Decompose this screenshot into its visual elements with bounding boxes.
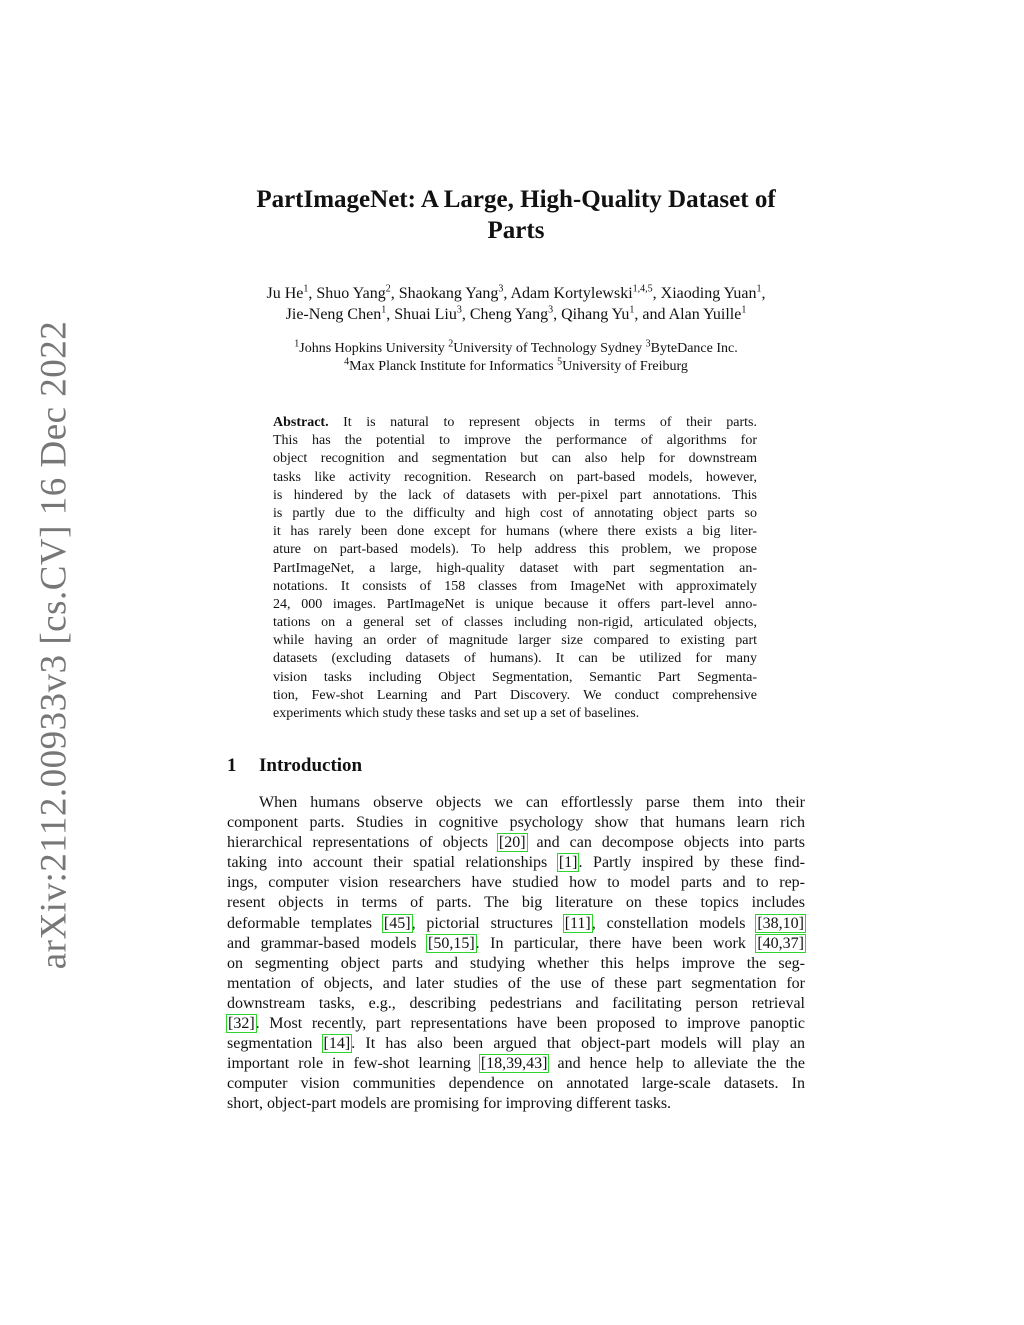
abstract-line: This has the potential to improve the performance of algorithms for — [273, 433, 757, 449]
abstract-line: tasks like activity recognition. Research on part-based models, however, — [273, 469, 757, 485]
affiliation: $^3$ByteDance Inc. — [645, 338, 738, 356]
introduction-body — [227, 793, 805, 1115]
citation-link[interactable]: [1] — [558, 854, 578, 872]
author: Alan Yuille$^1$ — [668, 304, 747, 323]
citation-link[interactable]: [40,37] — [757, 934, 804, 952]
affiliation: $^4$Max Planck Institute for Informatics — [344, 356, 554, 374]
abstract-line: datasets (excluding datasets of humans). It can be utilized for many — [273, 651, 757, 667]
body-line: ings, computer vision researchers have studied how to model parts and to rep- — [227, 874, 805, 892]
citation-link[interactable]: [14] — [323, 1035, 351, 1053]
abstract-line: is partly due to the difficulty and high cost of annotating object parts so — [273, 505, 757, 521]
abstract-line: notations. It consists of 158 classes from ImageNet with approximately — [273, 578, 757, 594]
body-line: important role in few-shot learning [18,39,43] and hence help to alleviate the the — [227, 1055, 805, 1073]
abstract — [273, 414, 757, 723]
abstract-line: is hindered by the lack of datasets with per-pixel part annotations. This — [273, 487, 757, 503]
author: Shuo Yang$^2$ — [316, 283, 391, 302]
title-line-1: PartImageNet: A Large, High-Quality Dataset of — [256, 186, 776, 213]
abstract-line: vision tasks including Object Segmentation, Semantic Part Segmenta- — [273, 669, 757, 685]
body-line: computer vision communities dependence on annotated large-scale datasets. In — [227, 1075, 805, 1093]
arxiv-stamp: arXiv:2112.00933v3 [cs.CV] 16 Dec 2022 — [33, 320, 75, 970]
abstract-line: 24, 000 images. PartImageNet is unique because it offers part-level anno- — [273, 596, 757, 612]
author: Qihang Yu$^1$ — [561, 304, 635, 323]
body-line: segmentation [14]. It has also been argued that object-part models will play an — [227, 1035, 806, 1053]
author: Adam Kortylewski$^{1,4,5}$ — [510, 283, 653, 302]
body-line: hierarchical representations of objects [20] and can decompose objects into parts — [227, 834, 806, 852]
citation-link[interactable]: [38,10] — [757, 914, 804, 932]
affiliation: $^5$University of Freiburg — [557, 356, 688, 374]
affiliation-list — [200, 340, 832, 376]
abstract-line: while having an order of magnitude larger size compared to existing part — [273, 633, 757, 649]
section-number: 1 — [227, 755, 237, 776]
author: Cheng Yang$^3$ — [469, 304, 554, 323]
abstract-line: PartImageNet, a large, high-quality dataset with part segmentation an- — [273, 560, 757, 576]
body-line: downstream tasks, e.g., describing pedestrians and facilitating person retrieval — [227, 994, 805, 1012]
author: Xiaoding Yuan$^1$ — [660, 283, 762, 302]
citation-link[interactable]: [50,15] — [427, 934, 475, 952]
abstract-line: Abstract. It is natural to represent objects in terms of their parts. — [273, 415, 757, 430]
body-line: component parts. Studies in cognitive psychology show that humans learn rich — [227, 814, 805, 832]
citation-link[interactable]: [45] — [383, 914, 411, 932]
body-line: [32]. Most recently, part representations have been proposed to improve panoptic — [228, 1015, 805, 1033]
abstract-line: experiments which study these tasks and set up a set of baselines. — [273, 706, 640, 721]
abstract-line: tations on a general set of classes including non-rigid, articulated objects, — [273, 615, 757, 631]
body-line: short, object-part models are promising for improving different tasks. — [227, 1095, 672, 1113]
abstract-label: Abstract. — [273, 415, 329, 430]
author-list: Ju He$^1$, Shuo Yang$^2$, Shaokang Yang$^3$, Adam Kortylewski$^{1,4,5}$, Xiaoding Yuan$^1$, Jie-Neng Chen$^1$, Shuai Liu$^3$, Cheng Yang$^3$, Qihang Yu$^1$, and Alan Yuille$^1$ — [266, 283, 766, 323]
affiliation: $^2$University of Technology Sydney — [448, 338, 643, 356]
paper-title — [200, 184, 832, 246]
abstract-line: tion, Few-shot Learning and Part Discovery. We conduct comprehensive — [273, 687, 757, 703]
body-line: and grammar-based models [50,15]. In particular, there have been work [40,37] — [227, 934, 804, 952]
body-line: resent objects in terms of parts. The big literature on these topics includes — [227, 894, 805, 912]
body-line: deformable templates [45], pictorial structures [11], constellation models [38,10] — [227, 914, 804, 932]
author: Jie-Neng Chen$^1$ — [285, 304, 387, 323]
abstract-line: object recognition and segmentation but can also help for downstream — [273, 451, 757, 467]
author: Shuai Liu$^3$ — [394, 304, 462, 323]
citation-link[interactable]: [32] — [228, 1015, 255, 1033]
affiliation: $^1$Johns Hopkins University — [294, 338, 445, 356]
body-line: When humans observe objects we can effortlessly parse them into their — [259, 794, 805, 811]
body-line: on segmenting object parts and studying whether this helps improve the seg- — [227, 954, 805, 972]
body-line: taking into account their spatial relationships [1]. Partly inspired by these find- — [227, 854, 806, 872]
author: Shaokang Yang$^3$ — [398, 283, 504, 302]
body-line: mentation of objects, and later studies of the use of these part segmentation for — [227, 974, 805, 992]
citation-link[interactable]: [20] — [498, 834, 526, 852]
citation-link[interactable]: [11] — [564, 914, 591, 932]
author: Ju He$^1$ — [266, 283, 309, 302]
section-title: Introduction — [259, 755, 363, 776]
abstract-line: it has rarely been done except for humans (where there exists a big liter- — [273, 524, 757, 540]
citation-link[interactable]: [18,39,43] — [480, 1055, 548, 1073]
section-heading — [227, 755, 362, 777]
abstract-line: ature on part-based models). To help address this problem, we propose — [273, 542, 757, 558]
title-line-2: Parts — [487, 217, 545, 244]
